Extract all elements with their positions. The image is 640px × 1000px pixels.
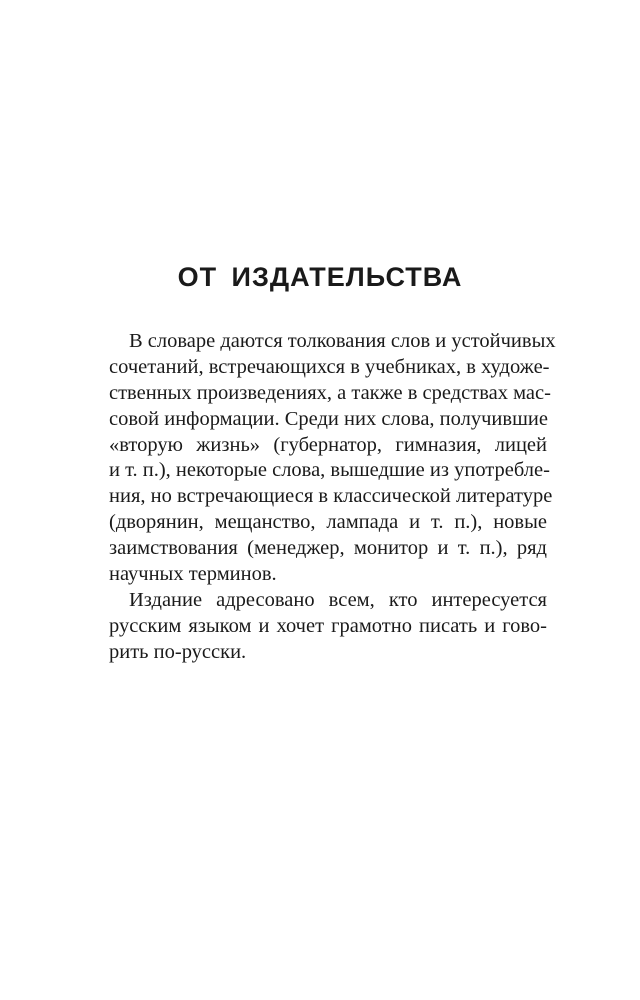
- text-line: научных терминов.: [109, 563, 277, 586]
- text-line: ственных произведениях, а также в средствах мас-: [109, 381, 551, 404]
- text-line: сочетаний, встречающихся в учебниках, в художе-: [109, 355, 550, 378]
- body-text: [109, 329, 556, 666]
- paragraph-1: [109, 329, 556, 588]
- text-line: заимствования (менеджер, монитор и т. п.), ряд: [109, 537, 547, 560]
- paragraph-2: [109, 588, 547, 666]
- page-heading: ОТ ИЗДАТЕЛЬСТВА: [177, 262, 463, 292]
- text-line: и т. п.), некоторые слова, вышедшие из употребле-: [109, 459, 550, 482]
- text-line: В словаре даются толкования слов и устойчивых: [129, 330, 556, 352]
- text-line: (дворянин, мещанство, лампада и т. п.), новые: [109, 511, 547, 534]
- text-line: совой информации. Среди них слова, получившие: [109, 407, 548, 430]
- text-line: рить по-русски.: [109, 640, 247, 663]
- text-line: Издание адресовано всем, кто интересуется: [129, 588, 547, 611]
- text-line: ния, но встречающиеся в классической литературе: [109, 485, 553, 508]
- text-line: «вторую жизнь» (губернатор, гимназия, лицей: [109, 433, 547, 456]
- text-line: русским языком и хочет грамотно писать и гово-: [109, 614, 547, 637]
